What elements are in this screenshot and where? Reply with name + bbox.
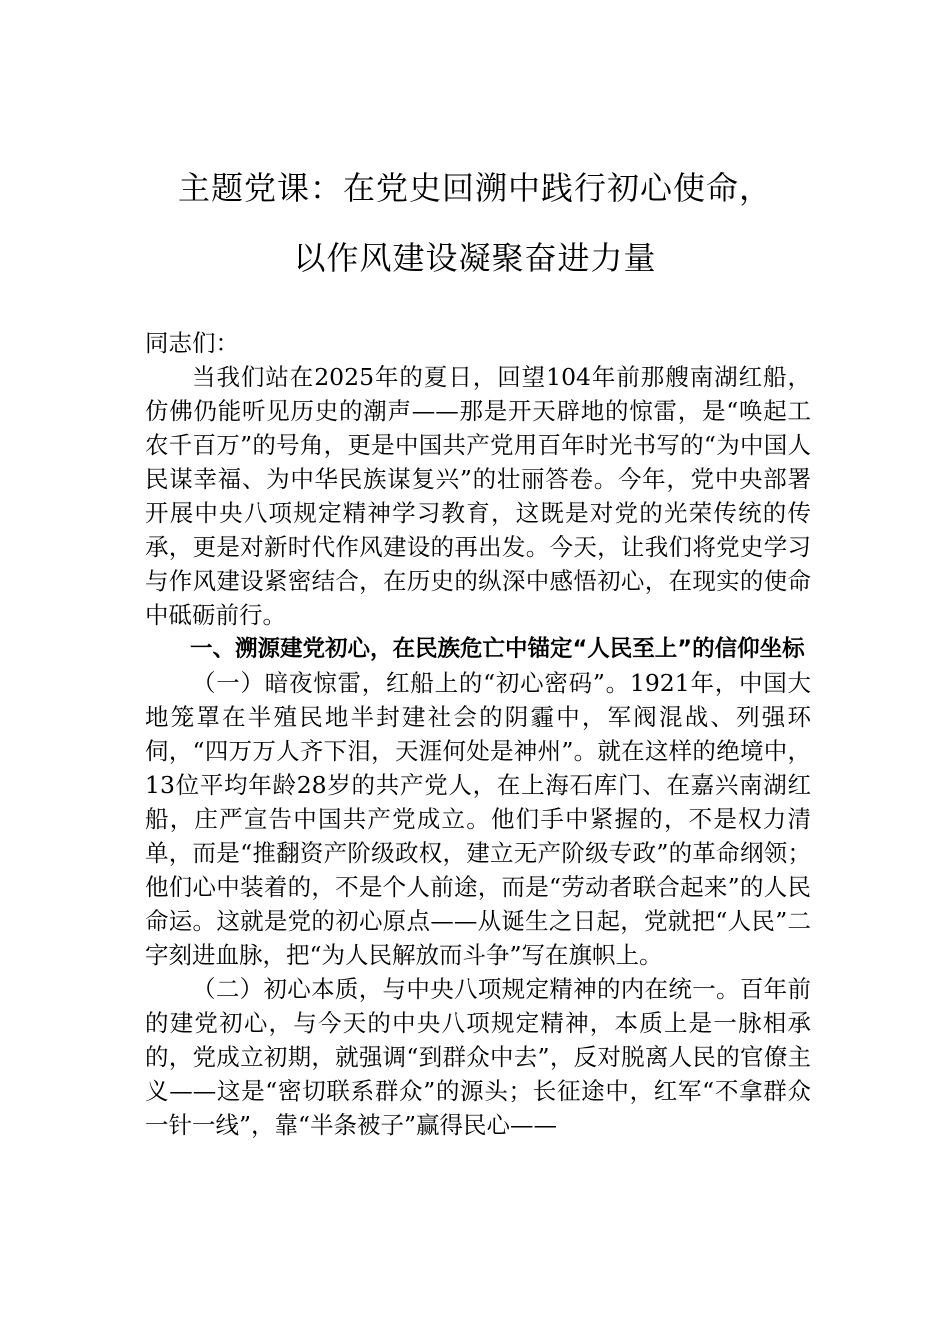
salutation: 同志们： — [145, 329, 239, 357]
document-body — [145, 326, 811, 1142]
intro-paragraph: 当我们站在2025年的夏日，回望104年前那艘南湖红船，仿佛仍能听见历史的潮声——那是开天辟地的惊雷，是“唤起工农千百万”的号角，更是中国共产党用百年时光书写的“为中国人民谋幸福、为中华民族谋复兴”的壮丽答卷。今年，党中央部署开展中央八项规定精神学习教育，这既是对党的光荣传统的传承，更是对新时代作风建设的再出发。今天，让我们将党史学习与作风建设紧密结合，在历史的纵深中感悟初心，在现实的使命中砥砺前行。 — [145, 363, 811, 629]
subsection-1-paragraph: （一）暗夜惊雷，红船上的“初心密码”。1921年，中国大地笼罩在半殖民地半封建社会的阴霾中，军阀混战、列强环伺，“四万万人齐下泪，天涯何处是神州”。就在这样的绝境中，13位平均年龄28岁的共产党人，在上海石库门、在嘉兴南湖红船，庄严宣告中国共产党成立。他们手中紧握的，不是权力清单，而是“推翻资产阶级政权，建立无产阶级专政”的革命纲领；他们心中装着的，不是个人前途，而是“劳动者联合起来”的人民命运。这就是党的初心原点——从诞生之日起，党就把“人民”二字刻进血脉，把“为人民解放而斗争”写在旗帜上。 — [145, 669, 811, 969]
section-heading: 一、溯源建党初心，在民族危亡中锚定“人民至上”的信仰坐标 — [190, 636, 805, 662]
document-title-line-2: 以作风建设凝聚奋进力量 — [293, 239, 657, 277]
subsection-2-paragraph: （二）初心本质，与中央八项规定精神的内在统一。百年前的建党初心，与今天的中央八项规定精神，本质上是一脉相承的，党成立初期，就强调“到群众中去”，反对脱离人民的官僚主义——这是“密切联系群众”的源头；长征途中，红军“不拿群众一针一线”，靠“半条被子”赢得民心—— — [145, 975, 811, 1139]
document-title-line-1: 主题党课：在党史回溯中践行初心使命， — [177, 169, 772, 207]
